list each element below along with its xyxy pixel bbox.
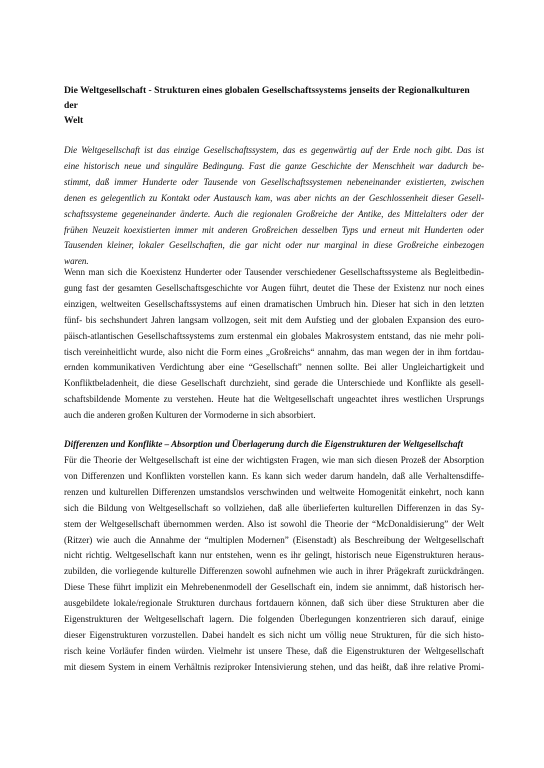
paragraph-line: renzen und kulturellen Differenzen umstandslos verschwinden und weltweite Homogenität einkehrt, noch kann [64,486,484,497]
title-line: Welt [64,115,84,126]
paragraph-line: schaftsbildende Momente zu verstehen. Heute hat die Weltgesellschaft ungeachtet ihres westlichen Ursprungs [64,394,484,405]
paragraph-line: einzigen, weltweiten Gesellschaftssystems auf einen dramatischen Umbruch hin. Dieser hat sich in den letzten [64,298,484,309]
paragraph-line: Für die Theorie der Weltgesellschaft ist eine der wichtigsten Fragen, wie man sich diesen Prozeß der Absorption [64,455,484,465]
document-title [64,83,484,128]
abstract-line: stimmt, daß immer Hunderte oder Tausende von Gesellschaftssystemen nebeneinander existierten, zwischen [64,176,484,187]
paragraph-line: auch die anderen großen Kulturen der Vormoderne in sich absorbiert. [64,410,316,421]
paragraph-line: nicht richtig. Weltgesellschaft kann nur entstehen, wenn es ihr gelingt, historisch neue Eigenstrukturen heraus- [64,550,484,561]
paragraph-line: stem der Weltgesellschaft übernommen werden. Also ist sowohl die Theorie der “McDonaldisierung” der Welt [64,518,484,529]
paragraph-line: (Ritzer) wie auch die Annahme der “multiplen Modernen” (Eisenstadt) als Beschreibung der Weltgesellschaft [64,534,484,545]
paragraph-1 [64,265,484,424]
paragraph-line: risch keine Vorläufer finden würden. Vielmehr ist unsere These, daß die Eigenstrukturen der Weltgesellschaft [64,645,484,656]
paragraph-line: Wenn man sich die Koexistenz Hunderter oder Tausender verschiedener Gesellschaftssysteme als Begleitbedin- [64,267,484,277]
abstract [64,143,484,270]
paragraph-line: Eigenstrukturen der Weltgesellschaft lagern. Die folgenden Überlegungen konzentrieren sich darauf, einige [64,614,484,625]
abstract-line: frühen Neuzeit koexistierten immer mit anderen Großreichen desselben Typs und erneut mit Hunderten oder [64,224,484,235]
paragraph-line: ernden kommunikativen Verdichtung aber eine “Gesellschaft” nennen sollte. Bei aller Ungleichartigkeit und [64,362,484,373]
abstract-line: denen es gelegentlich zu Kontakt oder Austausch kam, was aber nichts an der Geschlossenheit dieser Gesell- [64,192,484,203]
paragraph-line: gung fast der gesamten Gesellschaftsgeschichte vor Augen führt, deutet die These der Existenz nur noch eines [64,282,484,293]
abstract-line: waren. [64,256,89,267]
paragraph-line: sich die Bildung von Weltgesellschaft so vollziehen, daß alle überlieferten kulturellen Differenzen in das Sy- [64,502,484,513]
paragraph-line: von Differenzen und Konflikten vorstellen kann. Es kann sich weder darum handeln, daß alle Verhaltensdiffe- [64,470,484,481]
paragraph-line: päisch-atlantischen Gesellschaftssystems zum erstenmal ein globales Makrosystem entstand, das nie mehr poli- [64,330,484,341]
paragraph-line: Diese These führt implizit ein Mehrebenenmodell der Gesellschaft ein, indem sie annimmt, daß historisch her- [64,582,484,593]
abstract-line: eine historisch neue und singuläre Bedingung. Fast die ganze Geschichte der Menschheit war dadurch be- [64,160,484,171]
paragraph-line: Konfliktbeladenheit, die diese Gesellschaft durchzieht, sind gerade die Unterschiede und Konflikte als gesell- [64,378,484,389]
paragraph-line: zubilden, die vorliegende kulturelle Differenzen sowohl aufnehmen wie auch in ihrer Prägekraft zurückdrängen. [64,566,484,577]
abstract-line: schaftssysteme gegeneinander änderte. Auch die regionalen Großreiche der Antike, des Mittelalters oder der [64,208,484,219]
paragraph-line: dieser Eigenstrukturen vorzustellen. Dabei handelt es sich nicht um völlig neue Strukturen, für die sich histo- [64,629,484,640]
title-line: Die Weltgesellschaft - Strukturen eines globalen Gesellschaftssystems jenseits der Regionalkulturen der [64,85,470,111]
abstract-line: Die Weltgesellschaft ist das einzige Gesellschaftssystem, das es gegenwärtig auf der Erde noch gibt. Das ist [64,145,484,155]
paragraph-line: fünf- bis sechshundert Jahren langsam vollzogen, seit mit dem Aufstieg und der globalen Expansion des euro- [64,314,484,325]
paragraph-line: tisch vereinheitlicht wurde, also nicht die Form eines „Großreichs“ annahm, das man wegen der in ihm fortdau- [64,346,484,357]
paragraph-line: mit diesem System in einem Verhältnis reziproker Intensivierung stehen, und das heißt, daß ihre relative Promi- [64,661,484,672]
section-subheading: Differenzen und Konflikte – Absorption und Überlagerung durch die Eigenstrukturen der Weltgesellschaft [64,439,464,449]
abstract-line: Tausenden kleiner, lokaler Gesellschaften, die gar nicht oder nur marginal in diese Großreiche einbezogen [64,240,484,251]
paragraph-2 [64,453,484,676]
paragraph-line: ausgebildete lokale/regionale Strukturen durchaus fortdauern können, daß sich über diese Strukturen aber die [64,598,484,609]
